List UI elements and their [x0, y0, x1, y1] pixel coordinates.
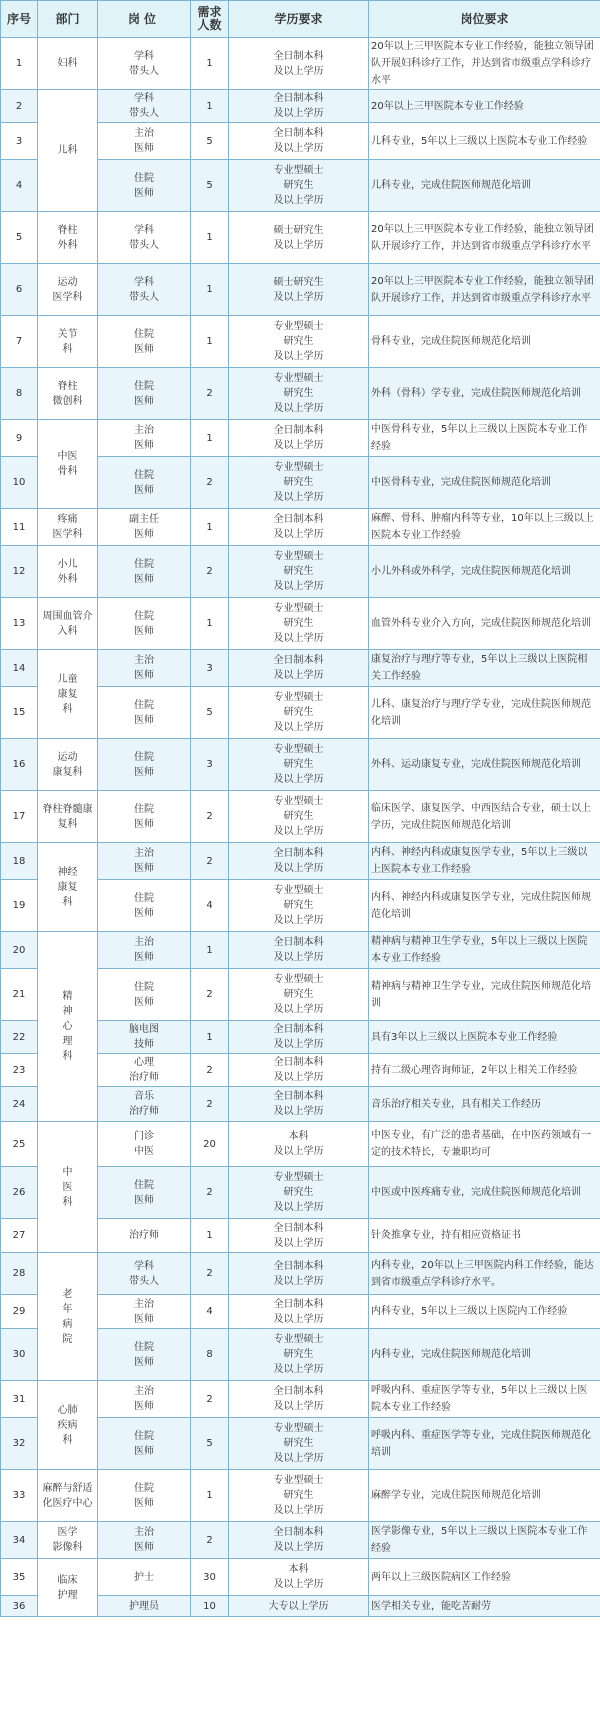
position-cell: 住院 医师	[98, 457, 191, 509]
education-cell: 全日制本科 及以上学历	[229, 1253, 369, 1295]
position-cell: 住院 医师	[98, 1167, 191, 1219]
requirement-cell: 呼吸内科、重症医学等专业，完成住院医师规范化培训	[369, 1418, 600, 1470]
table-row	[1, 843, 600, 880]
education-cell: 专业型硕士 研究生 及以上学历	[229, 598, 369, 650]
row-index: 16	[1, 739, 38, 791]
requirement-cell: 血管外科专业介入方向，完成住院医师规范化培训	[369, 598, 600, 650]
education-cell: 全日制本科 及以上学历	[229, 1087, 369, 1122]
position-cell: 住院 医师	[98, 969, 191, 1021]
table-row	[1, 90, 600, 123]
count-cell: 1	[191, 264, 229, 316]
requirement-cell: 20年以上三甲医院本专业工作经验，能独立领导团队开展妇科诊疗工作，并达到省市级重点学科诊疗水平	[369, 38, 600, 90]
row-index: 8	[1, 368, 38, 420]
count-cell: 1	[191, 38, 229, 90]
row-index: 36	[1, 1596, 38, 1617]
education-cell: 全日制本科 及以上学历	[229, 90, 369, 123]
requirement-cell: 康复治疗与理疗等专业，5年以上三级以上医院相关工作经验	[369, 650, 600, 687]
position-cell: 主治 医师	[98, 420, 191, 457]
position-cell: 住院 医师	[98, 368, 191, 420]
department-cell: 中医 骨科	[38, 420, 98, 509]
count-cell: 2	[191, 843, 229, 880]
requirement-cell: 儿科专业，5年以上三级以上医院本专业工作经验	[369, 123, 600, 160]
education-cell: 专业型硕士 研究生 及以上学历	[229, 1329, 369, 1381]
education-cell: 专业型硕士 研究生 及以上学历	[229, 739, 369, 791]
count-cell: 1	[191, 316, 229, 368]
table-row	[1, 932, 600, 969]
requirement-cell: 精神病与精神卫生学专业，5年以上三级以上医院本专业工作经验	[369, 932, 600, 969]
position-cell: 住院 医师	[98, 1418, 191, 1470]
requirement-cell: 中医或中医疼痛专业，完成住院医师规范化培训	[369, 1167, 600, 1219]
department-cell: 临床 护理	[38, 1559, 98, 1617]
requirement-cell: 麻醉、骨科、肿瘤内科等专业，10年以上三级以上医院本专业工作经验	[369, 509, 600, 546]
position-cell: 脑电图 技师	[98, 1021, 191, 1054]
table-header-row	[1, 1, 600, 38]
department-cell: 妇科	[38, 38, 98, 90]
count-cell: 4	[191, 880, 229, 932]
table-row	[1, 1381, 600, 1418]
count-cell: 3	[191, 739, 229, 791]
count-cell: 1	[191, 420, 229, 457]
table-row	[1, 1470, 600, 1522]
education-cell: 全日制本科 及以上学历	[229, 843, 369, 880]
requirement-cell: 针灸推拿专业，持有相应资格证书	[369, 1219, 600, 1253]
count-cell: 8	[191, 1329, 229, 1381]
row-index: 26	[1, 1167, 38, 1219]
education-cell: 专业型硕士 研究生 及以上学历	[229, 880, 369, 932]
row-index: 7	[1, 316, 38, 368]
requirement-cell: 中医骨科专业，5年以上三级以上医院本专业工作经验	[369, 420, 600, 457]
requirement-cell: 小儿外科或外科学，完成住院医师规范化培训	[369, 546, 600, 598]
table-row	[1, 598, 600, 650]
education-cell: 全日制本科 及以上学历	[229, 1054, 369, 1087]
row-index: 35	[1, 1559, 38, 1596]
position-cell: 学科 带头人	[98, 38, 191, 90]
table-row	[1, 1522, 600, 1559]
row-index: 34	[1, 1522, 38, 1559]
requirement-cell: 精神病与精神卫生学专业，完成住院医师规范化培训	[369, 969, 600, 1021]
count-cell: 2	[191, 1087, 229, 1122]
requirement-cell: 内科专业，20年以上三甲医院内科工作经验，能达到省市级重点学科诊疗水平。	[369, 1253, 600, 1295]
education-cell: 全日制本科 及以上学历	[229, 509, 369, 546]
row-index: 13	[1, 598, 38, 650]
position-cell: 住院 医师	[98, 791, 191, 843]
row-index: 27	[1, 1219, 38, 1253]
education-cell: 全日制本科 及以上学历	[229, 932, 369, 969]
department-cell: 关节 科	[38, 316, 98, 368]
row-index: 5	[1, 212, 38, 264]
row-index: 22	[1, 1021, 38, 1054]
row-index: 28	[1, 1253, 38, 1295]
position-cell: 副主任 医师	[98, 509, 191, 546]
education-cell: 专业型硕士 研究生 及以上学历	[229, 457, 369, 509]
requirement-cell: 音乐治疗相关专业，具有相关工作经历	[369, 1087, 600, 1122]
department-cell: 周围血管介 入科	[38, 598, 98, 650]
row-index: 30	[1, 1329, 38, 1381]
requirement-cell: 中医骨科专业，完成住院医师规范化培训	[369, 457, 600, 509]
position-cell: 住院 医师	[98, 687, 191, 739]
position-cell: 学科 带头人	[98, 1253, 191, 1295]
table-row	[1, 420, 600, 457]
table-row	[1, 1253, 600, 1295]
table-row	[1, 38, 600, 90]
position-cell: 住院 医师	[98, 546, 191, 598]
requirement-cell: 具有3年以上三级以上医院本专业工作经验	[369, 1021, 600, 1054]
position-cell: 主治 医师	[98, 1522, 191, 1559]
requirement-cell: 医学影像专业，5年以上三级以上医院本专业工作经验	[369, 1522, 600, 1559]
requirement-cell: 20年以上三甲医院本专业工作经验	[369, 90, 600, 123]
department-cell: 脊柱 外科	[38, 212, 98, 264]
education-cell: 专业型硕士 研究生 及以上学历	[229, 546, 369, 598]
education-cell: 全日制本科 及以上学历	[229, 38, 369, 90]
count-cell: 4	[191, 1295, 229, 1329]
header-education: 学历要求	[229, 1, 369, 38]
position-cell: 音乐 治疗师	[98, 1087, 191, 1122]
table-row	[1, 509, 600, 546]
requirement-cell: 内科专业，完成住院医师规范化培训	[369, 1329, 600, 1381]
count-cell: 5	[191, 123, 229, 160]
header-position: 岗位	[98, 1, 191, 38]
row-index: 23	[1, 1054, 38, 1087]
requirement-cell: 持有二级心理咨询师证，2年以上相关工作经验	[369, 1054, 600, 1087]
position-cell: 住院 医师	[98, 316, 191, 368]
education-cell: 大专以上学历	[229, 1596, 369, 1617]
row-index: 24	[1, 1087, 38, 1122]
education-cell: 专业型硕士 研究生 及以上学历	[229, 687, 369, 739]
department-cell: 脊柱 微创科	[38, 368, 98, 420]
row-index: 6	[1, 264, 38, 316]
requirement-cell: 儿科专业，完成住院医师规范化培训	[369, 160, 600, 212]
department-cell: 脊柱脊髓康 复科	[38, 791, 98, 843]
table-row	[1, 264, 600, 316]
count-cell: 2	[191, 368, 229, 420]
count-cell: 2	[191, 1253, 229, 1295]
table-row	[1, 1559, 600, 1596]
position-cell: 住院 医师	[98, 739, 191, 791]
department-cell: 医学 影像科	[38, 1522, 98, 1559]
position-cell: 住院 医师	[98, 160, 191, 212]
row-index: 21	[1, 969, 38, 1021]
education-cell: 专业型硕士 研究生 及以上学历	[229, 160, 369, 212]
requirement-cell: 骨科专业，完成住院医师规范化培训	[369, 316, 600, 368]
row-index: 12	[1, 546, 38, 598]
table-row	[1, 791, 600, 843]
row-index: 14	[1, 650, 38, 687]
department-cell: 老 年 病 院	[38, 1253, 98, 1381]
education-cell: 全日制本科 及以上学历	[229, 1219, 369, 1253]
count-cell: 2	[191, 791, 229, 843]
header-requirements: 岗位要求	[369, 1, 600, 38]
education-cell: 全日制本科 及以上学历	[229, 650, 369, 687]
position-cell: 学科 带头人	[98, 264, 191, 316]
requirement-cell: 两年以上三级医院病区工作经验	[369, 1559, 600, 1596]
education-cell: 专业型硕士 研究生 及以上学历	[229, 791, 369, 843]
department-cell: 儿科	[38, 90, 98, 212]
table-body	[1, 38, 600, 1617]
position-cell: 主治 医师	[98, 650, 191, 687]
row-index: 15	[1, 687, 38, 739]
count-cell: 2	[191, 1522, 229, 1559]
table-row	[1, 739, 600, 791]
education-cell: 专业型硕士 研究生 及以上学历	[229, 316, 369, 368]
table-row	[1, 368, 600, 420]
count-cell: 30	[191, 1559, 229, 1596]
department-cell: 神经 康复 科	[38, 843, 98, 932]
education-cell: 专业型硕士 研究生 及以上学历	[229, 1470, 369, 1522]
header-index: 序号	[1, 1, 38, 38]
count-cell: 1	[191, 598, 229, 650]
education-cell: 专业型硕士 研究生 及以上学历	[229, 1167, 369, 1219]
education-cell: 专业型硕士 研究生 及以上学历	[229, 969, 369, 1021]
position-cell: 治疗师	[98, 1219, 191, 1253]
row-index: 4	[1, 160, 38, 212]
education-cell: 专业型硕士 研究生 及以上学历	[229, 368, 369, 420]
count-cell: 5	[191, 160, 229, 212]
row-index: 20	[1, 932, 38, 969]
row-index: 3	[1, 123, 38, 160]
position-cell: 护理员	[98, 1596, 191, 1617]
row-index: 11	[1, 509, 38, 546]
position-cell: 心理 治疗师	[98, 1054, 191, 1087]
count-cell: 1	[191, 1219, 229, 1253]
department-cell: 中 医 科	[38, 1122, 98, 1253]
position-cell: 住院 医师	[98, 880, 191, 932]
count-cell: 20	[191, 1122, 229, 1167]
table-row	[1, 546, 600, 598]
row-index: 17	[1, 791, 38, 843]
position-cell: 主治 医师	[98, 1381, 191, 1418]
count-cell: 5	[191, 1418, 229, 1470]
position-cell: 学科 带头人	[98, 212, 191, 264]
requirement-cell: 内科、神经内科或康复医学专业，5年以上三级以上医院本专业工作经验	[369, 843, 600, 880]
row-index: 1	[1, 38, 38, 90]
education-cell: 硕士研究生 及以上学历	[229, 264, 369, 316]
requirement-cell: 儿科、康复治疗与理疗学专业，完成住院医师规范化培训	[369, 687, 600, 739]
table-row	[1, 316, 600, 368]
count-cell: 2	[191, 969, 229, 1021]
position-cell: 护士	[98, 1559, 191, 1596]
row-index: 9	[1, 420, 38, 457]
education-cell: 本科 及以上学历	[229, 1559, 369, 1596]
education-cell: 全日制本科 及以上学历	[229, 1522, 369, 1559]
education-cell: 全日制本科 及以上学历	[229, 123, 369, 160]
count-cell: 2	[191, 546, 229, 598]
count-cell: 2	[191, 457, 229, 509]
count-cell: 3	[191, 650, 229, 687]
count-cell: 1	[191, 212, 229, 264]
row-index: 33	[1, 1470, 38, 1522]
position-cell: 住院 医师	[98, 1329, 191, 1381]
position-cell: 主治 医师	[98, 843, 191, 880]
count-cell: 1	[191, 1021, 229, 1054]
count-cell: 1	[191, 1470, 229, 1522]
department-cell: 小儿 外科	[38, 546, 98, 598]
education-cell: 硕士研究生 及以上学历	[229, 212, 369, 264]
requirement-cell: 内科、神经内科或康复医学专业，完成住院医师规范化培训	[369, 880, 600, 932]
count-cell: 1	[191, 90, 229, 123]
education-cell: 全日制本科 及以上学历	[229, 420, 369, 457]
requirement-cell: 20年以上三甲医院本专业工作经验，能独立领导团队开展诊疗工作，并达到省市级重点学科诊疗水平	[369, 212, 600, 264]
count-cell: 2	[191, 1167, 229, 1219]
row-index: 25	[1, 1122, 38, 1167]
education-cell: 全日制本科 及以上学历	[229, 1381, 369, 1418]
department-cell: 麻醉与舒适 化医疗中心	[38, 1470, 98, 1522]
requirement-cell: 麻醉学专业，完成住院医师规范化培训	[369, 1470, 600, 1522]
position-cell: 住院 医师	[98, 1470, 191, 1522]
department-cell: 心肺 疾病 科	[38, 1381, 98, 1470]
count-cell: 2	[191, 1054, 229, 1087]
count-cell: 2	[191, 1381, 229, 1418]
header-count: 需求 人数	[191, 1, 229, 38]
education-cell: 本科 及以上学历	[229, 1122, 369, 1167]
count-cell: 10	[191, 1596, 229, 1617]
requirement-cell: 中医专业，有广泛的患者基础，在中医药领域有一定的技术特长，专兼职均可	[369, 1122, 600, 1167]
row-index: 31	[1, 1381, 38, 1418]
education-cell: 全日制本科 及以上学历	[229, 1021, 369, 1054]
row-index: 2	[1, 90, 38, 123]
row-index: 10	[1, 457, 38, 509]
table-row	[1, 650, 600, 687]
position-cell: 住院 医师	[98, 598, 191, 650]
row-index: 19	[1, 880, 38, 932]
requirement-cell: 医学相关专业，能吃苦耐劳	[369, 1596, 600, 1617]
department-cell: 疼痛 医学科	[38, 509, 98, 546]
requirement-cell: 临床医学、康复医学、中西医结合专业，硕士以上学历，完成住院医师规范化培训	[369, 791, 600, 843]
education-cell: 全日制本科 及以上学历	[229, 1295, 369, 1329]
table-row	[1, 212, 600, 264]
education-cell: 专业型硕士 研究生 及以上学历	[229, 1418, 369, 1470]
requirement-cell: 20年以上三甲医院本专业工作经验，能独立领导团队开展诊疗工作，并达到省市级重点学科诊疗水平	[369, 264, 600, 316]
position-cell: 学科 带头人	[98, 90, 191, 123]
position-cell: 主治 医师	[98, 123, 191, 160]
row-index: 18	[1, 843, 38, 880]
position-cell: 门诊 中医	[98, 1122, 191, 1167]
department-cell: 儿童 康复 科	[38, 650, 98, 739]
requirement-cell: 呼吸内科、重症医学等专业，5年以上三级以上医院本专业工作经验	[369, 1381, 600, 1418]
position-cell: 主治 医师	[98, 932, 191, 969]
department-cell: 运动 医学科	[38, 264, 98, 316]
department-cell: 精 神 心 理 科	[38, 932, 98, 1122]
count-cell: 5	[191, 687, 229, 739]
count-cell: 1	[191, 932, 229, 969]
table-row	[1, 1122, 600, 1167]
header-department: 部门	[38, 1, 98, 38]
count-cell: 1	[191, 509, 229, 546]
requirement-cell: 内科专业，5年以上三级以上医院内工作经验	[369, 1295, 600, 1329]
row-index: 29	[1, 1295, 38, 1329]
requirement-cell: 外科（骨科）学专业，完成住院医师规范化培训	[369, 368, 600, 420]
department-cell: 运动 康复科	[38, 739, 98, 791]
requirement-cell: 外科、运动康复专业，完成住院医师规范化培训	[369, 739, 600, 791]
row-index: 32	[1, 1418, 38, 1470]
position-cell: 主治 医师	[98, 1295, 191, 1329]
